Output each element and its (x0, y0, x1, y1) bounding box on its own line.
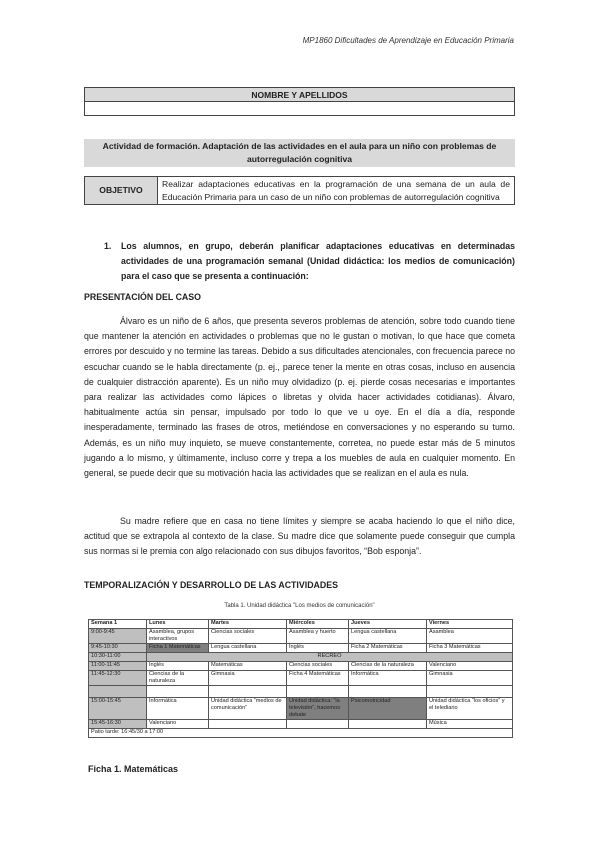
schedule-cell (349, 720, 427, 729)
schedule-cell (427, 686, 513, 698)
timing-heading: TEMPORALIZACIÓN Y DESARROLLO DE LAS ACTIVIDADES (84, 580, 338, 590)
case-paragraph-1 (84, 314, 515, 481)
schedule-cell: Ficha 3 Matemáticas (427, 644, 513, 653)
case-paragraph-2-text: Su madre refiere que en casa no tiene límites y siempre se acaba haciendo lo que el niño dice, actitud que se extrapola al contexto de la clase. Su madre dice que solamente puede conseguir que cumpla sus normas si le premia con algo relacionado con sus dibujos favoritos, “Bob esponja”. (84, 516, 515, 557)
schedule-cell: Música (427, 720, 513, 729)
schedule-cell-highlighted: Unidad didáctica: “la televisión”, hacemos debate (287, 698, 349, 720)
schedule-cell: Valenciano (147, 720, 209, 729)
schedule-cell: Ficha 4 Matemáticas (287, 671, 349, 686)
schedule-cell: Lengua castellana (209, 644, 287, 653)
schedule-cell: Ciencias sociales (287, 662, 349, 671)
question-1 (104, 239, 515, 284)
schedule-row (89, 644, 513, 653)
schedule-cell (349, 686, 427, 698)
question-number: 1. (104, 241, 112, 251)
name-label: NOMBRE Y APELLIDOS (85, 88, 515, 102)
schedule-row (89, 662, 513, 671)
schedule-time-cell: 10:30-11:00 (89, 653, 147, 662)
schedule-cell: Inglés (287, 644, 349, 653)
case-paragraph-1-text: Álvaro es un niño de 6 años, que presenta severos problemas de atención, sobre todo cuando tiene que mantener la atención en actividades o problemas que no le gustan o motivan, lo que hace que cometa errores por descuido y no termine las tareas. Debido a sus dificultades atencionales, con frecuencia parece no escuchar cuando se le habla directamente (p. ej., parece tener la mente en otras cosas, incluso en ausencia de cualquier distracción aparente). Es un niño muy olvidadizo (p. ej. pierde cosas necesarias e importantes para realizar las actividades como lápices o libretas y olvida hacer actividades cotidianas). Álvaro, habitualmente actúa sin pensar, impulsado por todo lo que ve u oye. En el día a día, responde inesperadamente, terminado las frases de otros, metiéndose en conversaciones y no esperando su turno. Además, es un niño muy inquieto, se mueve constantemente, corretea, no puede estar más de 5 minutos jugando a lo mismo, y últimamente, incluso corre y trepa a los muebles de aula en cualquier momento. En general, se puede decir que su motivación hacia las actividades que se realizan en el aula es nula. (84, 316, 515, 479)
schedule-header-cell: Viernes (427, 620, 513, 629)
objective-table (84, 176, 515, 205)
schedule-cell-highlighted: Ficha 1 Matemáticas (147, 644, 209, 653)
name-field[interactable] (85, 102, 515, 116)
schedule-cell: Ciencias de la naturaleza (349, 662, 427, 671)
schedule-table (88, 619, 513, 738)
schedule-cell: Asamblea (427, 629, 513, 644)
schedule-cell: Unidad didáctica “los oficios” y el telediario (427, 698, 513, 720)
schedule-row (89, 671, 513, 686)
schedule-time-cell: 15:45-16:30 (89, 720, 147, 729)
schedule-cell: Gimnasia (427, 671, 513, 686)
schedule-cell (287, 720, 349, 729)
schedule-cell: Valenciano (427, 662, 513, 671)
course-header: MP1860 Dificultades de Aprendizaje en Educación Primaria (302, 36, 514, 45)
afternoon-recess-note: Patio tarde: 16:45/30 a 17:00 (89, 729, 513, 738)
schedule-cell: Informática (147, 698, 209, 720)
question-text: Los alumnos, en grupo, deberán planificar adaptaciones educativas en determinadas actividades de una programación semanal (Unidad didáctica: los medios de comunicación) para el caso que se presenta a continuación: (121, 241, 515, 281)
schedule-row-empty (89, 686, 513, 698)
recess-cell: RECREO (147, 653, 513, 662)
schedule-cell (209, 720, 287, 729)
schedule-header-cell: Lunes (147, 620, 209, 629)
schedule-row (89, 720, 513, 729)
schedule-row-break (89, 653, 513, 662)
schedule-time-cell: 11:45-12:30 (89, 671, 147, 686)
schedule-cell: Unidad didáctica “medios de comunicación” (209, 698, 287, 720)
ficha-heading: Ficha 1. Matemáticas (88, 764, 179, 774)
schedule-time-cell: 11:00-11:45 (89, 662, 147, 671)
objective-label: OBJETIVO (85, 177, 158, 205)
schedule-row (89, 698, 513, 720)
schedule-cell-highlighted: Psicomotricidad (349, 698, 427, 720)
schedule-cell: Ciencias de la naturaleza (147, 671, 209, 686)
schedule-time-cell (89, 686, 147, 698)
schedule-row-footer (89, 729, 513, 738)
schedule-cell: Lengua castellana (349, 629, 427, 644)
name-table (84, 87, 515, 116)
case-heading: PRESENTACIÓN DEL CASO (84, 292, 201, 302)
schedule-cell: Gimnasia (209, 671, 287, 686)
schedule-cell (209, 686, 287, 698)
schedule-cell: Ciencias sociales (209, 629, 287, 644)
table-caption: Tabla 1. Unidad didáctica "Los medios de comunicación" (224, 603, 375, 609)
schedule-cell: Matemáticas (209, 662, 287, 671)
schedule-header-cell: Semana 1 (89, 620, 147, 629)
schedule-cell: Asamblea y huerto (287, 629, 349, 644)
schedule-cell: Inglés (147, 662, 209, 671)
schedule-cell: Ficha 2 Matemáticas (349, 644, 427, 653)
objective-text: Realizar adaptaciones educativas en la programación de una semana de un aula de Educación Primaria para un caso de un niño con problemas de autorregulación cognitiva (158, 177, 515, 205)
schedule-row (89, 629, 513, 644)
activity-title: Actividad de formación. Adaptación de las actividades en el aula para un niño con problemas de autorregulación cognitiva (84, 139, 515, 167)
schedule-cell (287, 686, 349, 698)
schedule-time-cell: 9:00-9:45 (89, 629, 147, 644)
case-paragraph-2 (84, 514, 515, 560)
schedule-time-cell: 15:00-15:45 (89, 698, 147, 720)
schedule-header-cell: Jueves (349, 620, 427, 629)
schedule-time-cell: 9:45-10:30 (89, 644, 147, 653)
schedule-cell: Asamblea, grupos interactivos (147, 629, 209, 644)
schedule-header-cell: Martes (209, 620, 287, 629)
schedule-cell: Informática (349, 671, 427, 686)
schedule-cell (147, 686, 209, 698)
schedule-header-row (89, 620, 513, 629)
schedule-header-cell: Miércoles (287, 620, 349, 629)
